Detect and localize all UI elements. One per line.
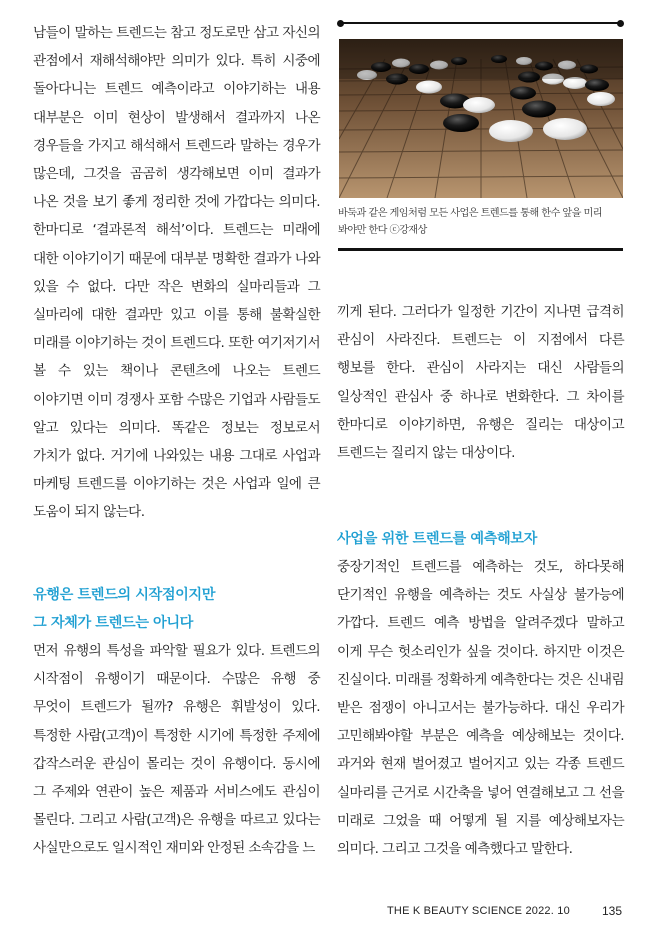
section-heading-left: [33, 581, 320, 637]
photo-caption: 바둑과 같은 게임처럼 모든 사업은 트렌드를 통해 한수 앞을 미리 봐야만 한다 ⓒ강재상: [338, 208, 603, 236]
section-heading-right: 사업을 위한 트렌드를 예측해보자: [337, 531, 537, 547]
caption-rule: [338, 248, 623, 251]
body-paragraph-intro: 남들이 말하는 트렌드는 참고 정도로만 삼고 자신의 관점에서 재해석해야만 의미가 있다. 특히 시중에 돌아다니는 트렌드 예측이라고 이야기하는 내용 대부분은 이미 현상이 발생해서 결과까지 나온 경우들을 가지고 해석해서 트렌드라 말하는 경우가 많은데, 그것을 곰곰히 생각해보면 이미 결과가 나온 것을 보기 좋게 정리한 것에 가깝다는 의미다. 한마디로 ‘결과론적 해석’이다. 트렌드는 미래에 대한 이야기이기 때문에 대부분 명확한 결과가 나와 있을 수 없다. 다만 작은 변화의 실마리들과 그 실마리에 대한 결과만 있고 이를 통해 불확실한 미래를 이야기하는 것이 트렌드다. 또한 여기저기서 볼 수 있는 책이나 콘텐츠에 나오는 트렌드 이야기면 이미 경쟁사 포함 수많은 기업과 사람들도 알고 있다는 의미다. 똑같은 정보는 정보로서 가치가 없다. 거기에 나와있는 내용 그대로 사업과 마케팅 트렌드를 이야기하는 것은 사업과 일에 큰 도움이 되지 않는다.: [33, 25, 320, 521]
top-rule: [342, 22, 620, 24]
page-number: 135: [602, 904, 623, 918]
rule-end-dot: [337, 20, 344, 27]
section-heading-line: 유행은 트렌드의 시작점이지만: [33, 587, 216, 603]
go-board-photo: [339, 39, 623, 198]
publication-footer: THE K BEAUTY SCIENCE 2022. 10: [387, 905, 570, 917]
body-paragraph-prediction: 중장기적인 트렌드를 예측하는 것도, 하다못해 단기적인 유행을 예측하는 것도 사실상 불가능에 가깝다. 트렌드 예측 방법을 알려주겠다 말하고 이게 무슨 헛소리인가 싶을 것이다. 하지만 이것은 진실이다. 미래를 정확하게 예측한다는 것은 신내림 받은 점쟁이 아니고서는 불가능하다. 대신 우리가 고민해봐야할 부분은 예측을 예상해보는 것이다. 과거와 현재 벌어졌고 벌어지고 있는 각종 트렌드 실마리를 근거로 시간축을 넣어 연결해보고 그 선을 미래로 그었을 때 어떻게 될 지를 예상해보자는 의미다. 그리고 그것을 예측했다고 말한다.: [337, 559, 624, 858]
rule-end-dot: [617, 20, 624, 27]
body-paragraph-continued: 끼게 된다. 그러다가 일정한 기간이 지나면 급격히 관심이 사라진다. 트렌드는 이 지점에서 다른 행보를 한다. 관심이 사라지는 대신 사람들의 일상적인 관심사 중 하나로 변화한다. 그 차이를 한마디로 이야기하면, 유행은 질리는 대상이고 트렌드는 질리지 않는 대상이다.: [337, 304, 624, 462]
body-paragraph-fashion: 먼저 유행의 특성을 파악할 필요가 있다. 트렌드의 시작점이 유행이기 때문이다. 수많은 유행 중 무엇이 트렌드가 될까? 유행은 휘발성이 있다. 특정한 사람(고객)이 특정한 시기에 특정한 주제에 갑작스러운 관심이 몰리는 것이 유행이다. 동시에 그 주제와 연관이 높은 제품과 서비스에도 관심이 몰린다. 그리고 사람(고객)은 유행을 따르고 있다는 사실만으로도 일시적인 재미와 안정된 소속감을 느: [33, 643, 320, 857]
go-board-illustration: [339, 39, 623, 198]
section-heading-line: 그 자체가 트렌드는 아니다: [33, 615, 193, 631]
